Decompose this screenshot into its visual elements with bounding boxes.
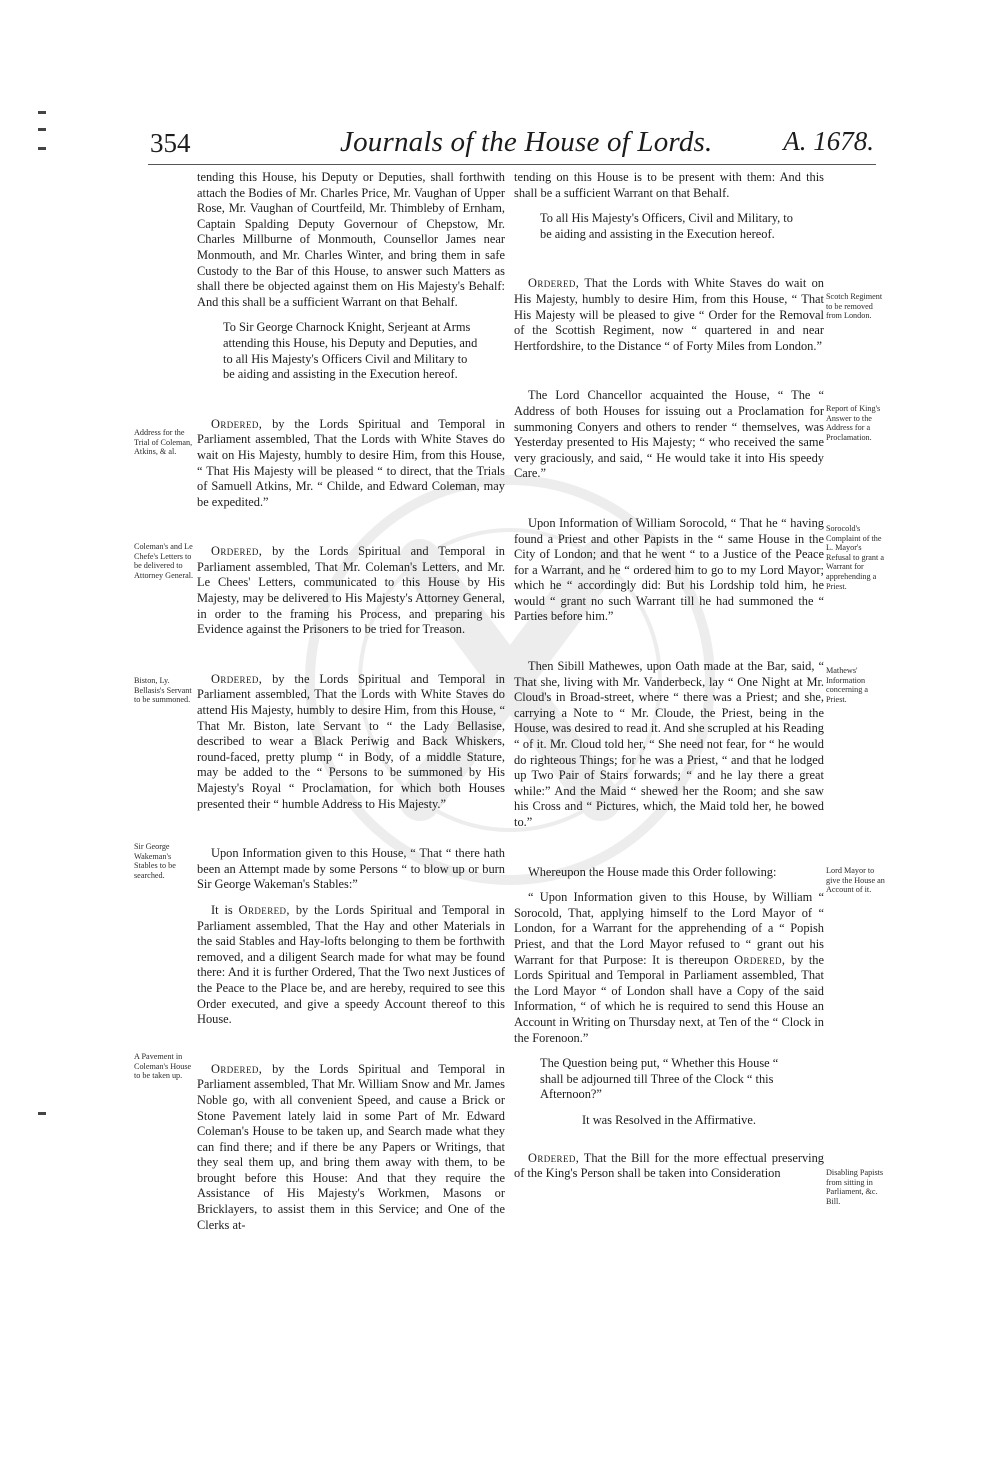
right-column — [514, 170, 824, 1182]
order-biston — [197, 672, 505, 812]
ordered-lead: Ordered, — [211, 1061, 263, 1076]
ordered-lead: Ordered, — [734, 952, 786, 967]
information-stables: Upon Information given to this House, “ That “ there hath been an Attempt made by some Persons “ to blow up or burn Sir George Wakeman's Stables:” — [197, 846, 505, 892]
paragraph-text: by the Lords Spiritual and Temporal in Parliament assembled, That the Lord Mayor “ of London shall have a Copy of the said Information, “ of which he is required to send this House an Account in Writing on Thursday next, at Ten of the “ Clock in the Forenoon.” — [514, 952, 824, 1045]
year-heading: A. 1678. — [783, 126, 874, 156]
order-scottish-regiment — [514, 276, 824, 354]
margin-note-scottish: Scotch Regiment to be removed from London. — [826, 292, 883, 321]
paragraph-text: by the Lords Spiritual and Temporal in Parliament assembled, That the Lords with White Staves do wait on His Majesty, humbly to desire Him, from this House, “ That His Majesty will be pleased “ to direct, that the Trials of Samuell Atkins, Mr. “ Childe, and Edward Coleman, may be expedited.” — [197, 416, 505, 509]
margin-note-mathews: Mathews' Information concerning a Priest. — [826, 666, 869, 704]
order-stables — [197, 903, 505, 1028]
paragraph-text: by the Lords Spiritual and Temporal in Parliament assembled, That the Lords with White Staves do attend His Majesty, humbly to desire Him, from this House, “ That Mr. Biston, late Servant to “ the Lady Bellasise, described to wear a Black Periwig and Back Whiskers, round-faced, pretty plump “ in Body, of a middle Stature, may be added to the “ Persons to be summoned by His Majesty's Royal “ Proclamation, for which both Houses presented their “ humble Address to His Majesty.” — [197, 671, 505, 811]
scan-mark — [38, 1112, 46, 1115]
resolution: It was Resolved in the Affirmative. — [582, 1112, 756, 1127]
ordered-lead: Ordered, — [211, 671, 263, 686]
paragraph-text: “ Upon Information given to this House, by William “ Sorocold, That, applying himself to the Lord Mayor of “ London, for a Warrant for the apprehending of a “ Popish Priest, and that the Lord Mayor refused to “ grant out his Warrant for that Purpose: It is thereupon — [514, 890, 824, 967]
paragraph-text: by the Lords Spiritual and Temporal in Parliament assembled, That the Hay and other Materials in the said Stables and Hay-lofts belonging to them be forthwith removed, and a diligent Search made for what may be found there: And it is further Ordered, That the Two next Justices of the Peace to the Place be, and are hereby, required to see this Order executed, and give a speedy Account thereof to this House. — [197, 902, 505, 1027]
paragraph-text: It is — [211, 902, 239, 917]
paragraph-text: That the Bill for the more effectual preserving of the King's Person shall be taken into Consideration — [514, 1150, 824, 1181]
paragraph-text: by the Lords Spiritual and Temporal in Parliament assembled, That Mr. Coleman's Letters, and Mr. Le Chees' Letters, communicated to this House by His Majesty, may be delivered to His Majesty's Attorney General, in order to the framing his Process, and preparing his Evidence against the Prisoners to be tried for Treason. — [197, 544, 505, 637]
margin-note-lord-mayor: Lord Mayor to give the House an Account of it. — [826, 866, 885, 895]
paragraph: tending on this House is to be present with them: And this shall be a sufficient Warrant on that Behalf. — [514, 170, 824, 200]
margin-note-letters: Coleman's and Le Chefe's Letters to be delivered to Attorney General. — [134, 542, 194, 580]
ordered-lead: Ordered, — [211, 416, 263, 431]
sorocold-information: Upon Information of William Sorocold, “ That he “ having found a Priest and other Papists in the “ same House in the City of London; and that he went “ to a Justice of the Peace for a Warrant, and he “ ordered him to go to my Lord Mayor; which he “ accordingly did: But his Lordship told him, he would “ grant no such Warrant till he had summoned the “ Parties before him.” — [514, 515, 824, 624]
order-lord-mayor — [514, 890, 824, 1046]
scan-mark — [38, 111, 46, 114]
order-pavement — [197, 1062, 505, 1234]
paragraph: tending this House, his Deputy or Deputies, shall forthwith attach the Bodies of Mr. Charles Price, Mr. Vaughan of Upper Rose, Mr. Vaughan of Courtfeild, Mr. Thimbleby of Ernham, Captain Spalding Deputy Governour of Chepstow, Mr. Charles Millburne of Monmouth, Counsellor James near Monmouth, and Mr. Charles Winter, and bring them in safe Custody to the Bar of this House, to answer such Matters as shall there be objected against them on His Majesty's Behalf: And this shall be a sufficient Warrant on that Behalf. — [197, 170, 505, 309]
lord-chancellor-report: The Lord Chancellor acquainted the House, “ The “ Address of both Houses for issuing out a Proclamation for summoning Conyers and others to render “ themselves, was Yesterday presented to His Majesty; “ who received the same very graciously, and said, “ He would take it into His speedy Care.” — [514, 388, 824, 481]
margin-note-sorocold: Sorocold's Complaint of the L. Mayor's Refusal to grant a Warrant for apprehending a Priest. — [826, 524, 884, 591]
adjournment-question: The Question being put, “ Whether this House “ shall be adjourned till Three of the Clock “ this Afternoon?” — [540, 1056, 779, 1102]
scan-mark — [38, 128, 46, 131]
order-letters — [197, 544, 505, 638]
house-order-intro: Whereupon the House made this Order following: — [528, 864, 777, 879]
left-column — [197, 170, 505, 1233]
margin-note-bill: Disabling Papists from sitting in Parliament, &c. Bill. — [826, 1168, 884, 1206]
order-bill — [514, 1151, 824, 1182]
mathewes-testimony: Then Sibill Mathewes, upon Oath made at the Bar, said, “ That she, living with Mr. Vanderbeck, lay “ One Night at Mr. Cloud's in Broad-street, where “ there was a Priest; and she, carrying a Note to “ Mr. Cloude, the Priest, being in the House, was desired to read it. And she scrupled at his Reading “ of it. Mr. Cloud told her, “ She need not fear, for “ he would do righteous Things; for he was a Priest, “ and that he lodged up Two Pair of Stairs forwards; “ and he lay there a great while:” And the Maid “ shewed her the Room; and she saw his Cross and “ Pictures, which, the Maid told her, he bowed to.” — [514, 659, 824, 829]
order-trials — [197, 417, 505, 511]
margin-note-biston: Biston, Ly. Bellasis's Servant to be summoned. — [134, 676, 192, 705]
ordered-lead: Ordered, — [211, 544, 263, 559]
header-rule — [148, 164, 876, 165]
warrant-addressee: To Sir George Charnock Knight, Serjeant at Arms attending this House, his Deputy and Deputies, and to all His Majesty's Officers Civil and Military to be aiding and assisting in the Execution hereof. — [223, 320, 478, 382]
warrant-addressee: To all His Majesty's Officers, Civil and Military, to be aiding and assisting in the Execution hereof. — [540, 211, 793, 241]
margin-note-stables: Sir George Wakeman's Stables to be searched. — [134, 842, 176, 880]
running-title: Journals of the House of Lords. — [340, 126, 713, 158]
paragraph-text: That the Lords with White Staves do wait on His Majesty, humbly to desire Him, from this House, “ That His Majesty will be pleased to give “ Order for the Removal of the Scottish Regiment, now “ quartered in and near Hertfordshire, to the Distance “ of Forty Miles from London.” — [514, 276, 824, 353]
margin-note-pavement: A Pavement in Coleman's House to be taken up. — [134, 1052, 192, 1081]
ordered-lead: Ordered, — [528, 276, 580, 291]
ordered-lead: Ordered, — [528, 1150, 580, 1165]
margin-note-trials: Address for the Trial of Coleman, Atkins, & al. — [134, 428, 193, 457]
scan-mark — [38, 147, 46, 150]
paragraph-text: by the Lords Spiritual and Temporal in Parliament assembled, That Mr. William Snow and Mr. James Noble go, with all convenient Speed, and cause a Brick or Stone Pavement lately laid in some Part of Mr. Edward Coleman's House to be taken up, and Search made what they can find there; and if there be any Papers or Writings, that they seal them up, and bring them away with them, to be brought before this House: And that they require the Assistance of His Majesty's Workmen, Masons or Bricklayers, to assist them in this Service; and One of the Clerks at- — [197, 1061, 505, 1232]
margin-note-proclamation: Report of King's Answer to the Address for a Proclamation. — [826, 404, 881, 442]
ordered-lead: Ordered, — [238, 902, 290, 917]
page-number: 354 — [150, 128, 191, 158]
